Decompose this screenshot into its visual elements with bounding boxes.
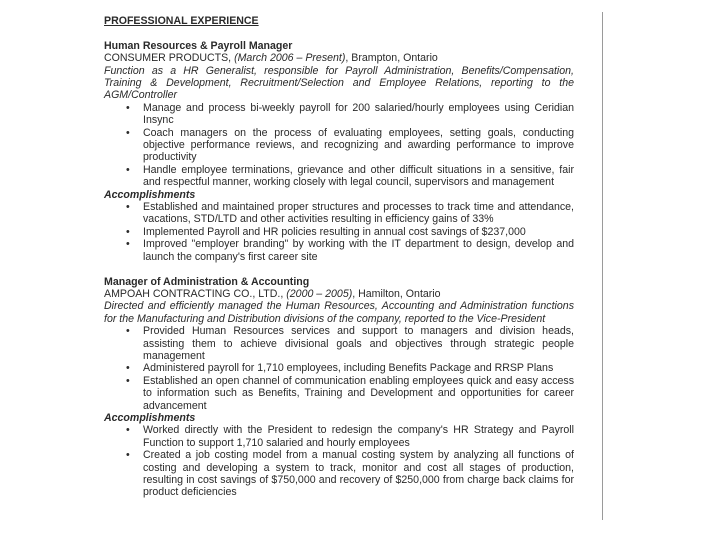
list-item: • Coach managers on the process of evaluating employees, setting goals, conducting objective performance reviews, and recognizing and awarding performance to improve productivity: [126, 126, 574, 164]
bullet: •: [126, 201, 130, 214]
accomplishments-list: [104, 201, 574, 263]
bullet: •: [126, 225, 130, 238]
bullet: •: [126, 424, 130, 437]
bullet: •: [126, 449, 130, 462]
job-location: , Brampton, Ontario: [345, 52, 438, 65]
accomplishments-heading: Accomplishments: [104, 188, 196, 201]
bullet: •: [126, 362, 130, 375]
list-item: • Improved "employer branding" by working with the IT department to design, develop and launch the company's first career site: [126, 238, 574, 263]
job-entry: [104, 40, 574, 263]
list-item: • Established and maintained proper structures and processes to track time and attendance, vacations, STD/LTD and other activities resulting in efficiency gains of 33%: [126, 201, 574, 226]
job-summary: Function as a HR Generalist, responsible for Payroll Administration, Benefits/Compensation, Training & Development, Recruitment/Selection and Employee Relations, reporting to the AGM/Controller: [104, 64, 574, 102]
company-name: CONSUMER PRODUCTS,: [104, 52, 235, 65]
list-item: • Handle employee terminations, grievance and other difficult situations in a sensitive, fair and respectful manner, working closely with legal council, supervisors and management: [126, 163, 574, 189]
accomplishments-list: [104, 424, 574, 498]
job-company-line: [104, 288, 574, 300]
list-item: • Created a job costing model from a manual costing system by analyzing all functions of costing and developing a system to track, monitor and cost all stages of production, resulting in cost savings of $750,000 and recovery of $250,000 from charge back claims for product deficiencies: [126, 449, 574, 499]
page-edge-line: [602, 12, 603, 520]
duties-list: [104, 325, 574, 412]
resume-document: [104, 15, 574, 499]
bullet: •: [126, 101, 130, 114]
job-entry: [104, 276, 574, 499]
bullet: •: [126, 374, 130, 387]
list-item: • Provided Human Resources services and support to managers and division heads, assisting them to achieve divisional goals and objectives through strategic people management: [126, 325, 574, 362]
list-item: • Implemented Payroll and HR policies resulting in annual cost savings of $237,000: [126, 225, 526, 238]
list-item: • Administered payroll for 1,710 employees, including Benefits Package and RRSP Plans: [126, 362, 554, 375]
list-item: • Manage and process bi-weekly payroll for 200 salaried/hourly employees using Ceridian Insync: [126, 101, 574, 127]
job-dates: (2000 – 2005): [286, 287, 353, 300]
company-name: AMPOAH CONTRACTING CO., LTD.,: [104, 287, 287, 300]
bullet: •: [126, 238, 130, 251]
job-company-line: [104, 52, 574, 64]
job-title: Human Resources & Payroll Manager: [104, 39, 293, 52]
bullet: •: [126, 126, 130, 139]
bullet: •: [126, 163, 130, 176]
bullet: •: [126, 325, 130, 338]
duties-list: [104, 102, 574, 189]
list-item: • Established an open channel of communication enabling employees quick and easy access to information such as Benefits, Training and Development and opportunities for career advancement: [126, 374, 574, 412]
job-location: , Hamilton, Ontario: [352, 287, 441, 300]
job-title: Manager of Administration & Accounting: [104, 275, 310, 288]
job-dates: (March 2006 – Present): [234, 52, 346, 65]
section-heading: PROFESSIONAL EXPERIENCE: [104, 15, 259, 27]
list-item: • Worked directly with the President to redesign the company's HR Strategy and Payroll Function to support 1,710 salaried and hourly employees: [126, 424, 574, 449]
accomplishments-heading: Accomplishments: [104, 411, 196, 424]
job-summary: Directed and efficiently managed the Human Resources, Accounting and Administration functions for the Manufacturing and Distribution divisions of the company, reported to the Vice-President: [104, 300, 574, 325]
